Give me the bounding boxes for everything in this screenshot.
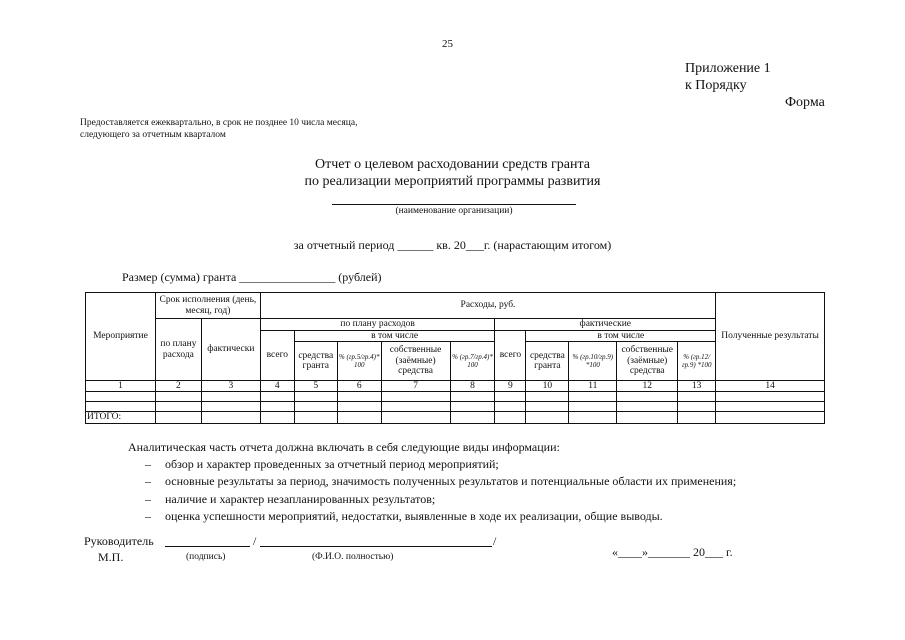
header-fact-including: в том числе (526, 330, 716, 342)
col-number: 8 (450, 381, 495, 392)
title-line2: по реализации мероприятий программы развития (304, 174, 601, 189)
col-number: 11 (569, 381, 617, 392)
header-row-2 (86, 319, 825, 331)
form-label: Форма (785, 95, 825, 110)
full-name-line[interactable] (260, 546, 492, 547)
reporting-period: за отчетный период ______ кв. 20___г. (нарастающим итогом) (293, 238, 612, 252)
list-item (145, 508, 736, 525)
list-item (145, 456, 736, 473)
header-fact-grant-pct: % (гр.10/гр.9) *100 (569, 342, 617, 381)
header-plan-group: по плану расходов (260, 319, 495, 331)
list-item-text: основные результаты за период, значимость полученных результатов и потенциальные области их применения; (165, 474, 737, 489)
col-number: 1 (86, 381, 156, 392)
total-row (86, 412, 825, 424)
header-fact-own: собственные (заёмные) средства (617, 342, 678, 381)
grant-size: Размер (сумма) гранта ________________ (рублей) (122, 270, 382, 284)
header-plan-grant: средства гранта (294, 342, 337, 381)
col-number: 3 (201, 381, 260, 392)
page-number: 25 (442, 38, 453, 50)
header-plan-total: всего (260, 330, 294, 381)
full-name-caption: (Ф.И.О. полностью) (312, 552, 394, 562)
table-row (86, 402, 825, 412)
head-label: Руководитель (84, 534, 154, 548)
note-line2: следующего за отчетным кварталом (80, 130, 226, 140)
col-number: 14 (716, 381, 825, 392)
stamp-label: М.П. (98, 550, 124, 564)
signature-caption: (подпись) (186, 552, 226, 562)
header-fact-own-pct: % (гр.12/гр.9) *100 (678, 342, 716, 381)
col-number: 6 (337, 381, 381, 392)
col-number: 13 (678, 381, 716, 392)
col-number: 9 (495, 381, 526, 392)
appendix-line1: Приложение 1 (685, 61, 771, 76)
col-number: 12 (617, 381, 678, 392)
header-actual-group: фактические (495, 319, 716, 331)
header-plan-own-pct: % (гр.7/гр.4)* 100 (450, 342, 495, 381)
analytic-list (145, 456, 736, 525)
dash-marker: – (145, 474, 151, 489)
dash-marker: – (145, 508, 151, 523)
header-actual-date: фактически (201, 319, 260, 381)
col-number: 4 (260, 381, 294, 392)
header-deadline: Срок исполнения (день, месяц, год) (155, 293, 260, 319)
total-label: ИТОГО: (86, 412, 156, 424)
column-number-row (86, 381, 825, 392)
col-number: 2 (155, 381, 201, 392)
date-field[interactable]: «____»_______ 20___ г. (612, 545, 733, 559)
appendix-line2: к Порядку (685, 78, 747, 93)
header-plan-grant-pct: % (гр.5/гр.4)* 100 (337, 342, 381, 381)
header-row-1 (86, 293, 825, 319)
col-number: 5 (294, 381, 337, 392)
organization-name-line[interactable] (332, 204, 576, 205)
header-plan-including: в том числе (294, 330, 495, 342)
report-title (0, 156, 905, 190)
header-results: Полученные результаты (716, 293, 825, 381)
col-number: 7 (381, 381, 450, 392)
signature-line[interactable] (165, 546, 250, 547)
submission-note (80, 117, 357, 141)
analytic-intro: Аналитическая часть отчета должна включать в себя следующие виды информации: (128, 440, 560, 454)
dash-marker: – (145, 491, 151, 506)
list-item (145, 491, 736, 508)
list-item (145, 473, 736, 490)
header-fact-total: всего (495, 330, 526, 381)
title-line1: Отчет о целевом расходовании средств гранта (315, 157, 590, 172)
header-fact-grant: средства гранта (526, 342, 569, 381)
col-number: 10 (526, 381, 569, 392)
header-plan-own: собственные (заёмные) средства (381, 342, 450, 381)
note-line1: Предоставляется ежеквартально, в срок не позднее 10 числа месяца, (80, 118, 358, 128)
list-item-text: оценка успешности мероприятий, недостатки, выявленные в ходе их реализации, общие выводы. (165, 508, 663, 523)
header-expenses: Расходы, руб. (260, 293, 715, 319)
list-item-text: наличие и характер незапланированных результатов; (165, 491, 436, 506)
table-row (86, 392, 825, 402)
slash-separator: / (493, 534, 497, 548)
list-item-text: обзор и характер проведенных за отчетный период мероприятий; (165, 457, 499, 471)
organization-caption: (наименование организации) (395, 206, 513, 216)
header-planned-date: по плану расхода (155, 319, 201, 381)
appendix-heading (685, 60, 771, 94)
slash-separator: / (253, 534, 257, 548)
dash-marker: – (145, 457, 151, 471)
header-event: Мероприятие (86, 293, 156, 381)
expense-report-table (85, 292, 825, 424)
